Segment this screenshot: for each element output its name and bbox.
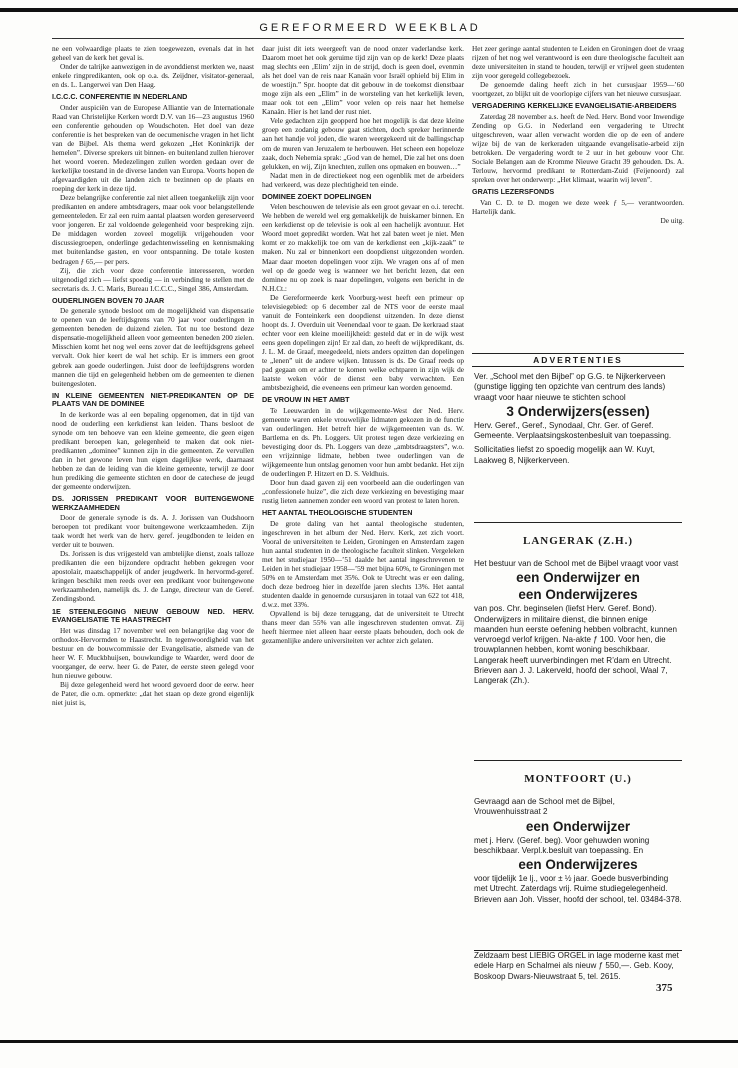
- paragraph: Vele gedachten zijn geopperd hoe het mogelijk is dat deze kleine groep een zodanig gebouw gaat stichten, doch spreker herinnerde aan het handje vol joden, die waren weergekeerd uit de ballingschap om de muren van Jeruzalem te herbouwen. Het scheen een hopeloze zaak, doch Nehemia sprak: „God van de hemel, Die zal het ons doen gelukken, en wij, Zijn knechten, zullen ons opmaken en bouwen…”: [262, 116, 464, 171]
- paragraph: Ds. Jorissen is dus vrijgesteld van ambtelijke dienst, zoals talloze predikanten die een bijzondere opdracht hebben gekregen voor apostolair, maatschappelijk of ander jeugdwerk. In hervormd-geref. kringen beschikt men reeds over een predikant voor buitengewone werkzaamheden, namelijk ds. J. de Lange, directeur van de Geref. Zendingsbond.: [52, 549, 254, 604]
- ad-text: Zeldzaam best LIEBIG ORGEL in lage moderne kast met edele Harp en Schalmei als nieuw ƒ 550,—. Geb. Kooy, Boskoop Dwars-Nieuwstraat 5, tel. 2615.: [474, 951, 679, 981]
- header-rule: [52, 38, 684, 39]
- ad-text: Herv. Geref., Geref., Synodaal, Chr. Ger. of Geref. Gemeente. Verplaatsingskostenbesluit van toepassing.: [474, 420, 672, 441]
- paragraph: Onder de talrijke aanwezigen in de avonddienst merkten we, naast enkele ringpredikanten, ook op o.a. ds. Zeijdner, visitator-generaal, en ds. L. Langerwei van Den Haag.: [52, 62, 254, 90]
- ad-headline: een Onderwijzeres: [518, 857, 638, 873]
- ad-headline: een Onderwijzer en: [516, 570, 640, 586]
- paragraph: De genoemde daling heeft zich in het cursusjaar 1959—’60 voortgezet, zo blijkt uit de voorlopige cijfers van het nieuwe cursusjaar.: [472, 80, 684, 99]
- ad-nijkerkerveen: [474, 372, 682, 466]
- paragraph: Velen beschouwen de televisie als een groot gevaar en o.i. terecht. We hebben de wereld wel erg gemakkelijk de huiskamer binnen. En een kerkdienst op de televisie is ook al een hachelijk avontuur. Het Woord moet gepredikt worden. Wat het zal baten weet je niet. Men komt er zo makkelijk toe om van de kerkdienst een „kijk-zaak” te maken. Nu zal er binnenkort een doopdienst uitgezonden worden. Maar daar moeten dopelingen voor zijn. We vragen ons af of men wel op de goede weg is wanneer we het bericht lezen, dat een dominee nu op zoek is naar dopelingen, volgens een bericht in de N.H.Ct.:: [262, 202, 464, 293]
- ad-text: Ver. „School met den Bijbel” op G.G. te Nijkerkerveen (gunstige ligging ten opzichte van centrum des lands) vraagt voor haar nieuwe te stichten school: [474, 372, 666, 402]
- paragraph: De generale synode besloot om de mogelijkheid van dispensatie te openen van de leeftijdsgrens van 70 jaar voor ouderlingen in gemeenten beneden de duizend zielen. Tot nu toe bestond deze dispensatie-mogelijkheid alleen voor gemeenten beneden 200 zielen. Misschien komt het nog wel eens zover dat de leeftijdsgrens geheel vervalt. Ook hier keert de wal het schip. Er is immers een groot gebrek aan goede ouderlingen. Juist door de leeftijdsgrens worden mannen die tijd en gelegenheid hebben om de gemeenten te dienen buitengesloten.: [52, 306, 254, 388]
- ad-place: LANGERAK (Z.H.): [522, 535, 634, 547]
- ad-text: Gevraagd aan de School met de Bijbel, Vrouwenhuisstraat 2: [474, 797, 615, 817]
- heading: HET AANTAL THEOLOGISCHE STUDENTEN: [262, 508, 413, 518]
- heading: VERGADERING KERKELIJKE EVANGELISATIE-ARBEIDERS: [472, 101, 677, 111]
- paragraph: Door de generale synode is ds. A. J. Jorissen van Oudshoorn beroepen tot predikant voor buitengewone werkzaamheden. Zijn taak wordt het werk van de herv. geref. jeugdbonden te leiden en verder uit te bouwen.: [52, 513, 254, 550]
- paragraph: De grote daling van het aantal theologische studenten, ingeschreven in het album der Ned. Herv. Kerk, zet zich voort. Vooral de universiteiten te Leiden, Groningen en Amsterdam zagen hun aantal studenten in de theologische faculteit slinken. Vergeleken met het studiejaar 1950—’51 daalde het aantal ingeschrevenen te Leiden in het studiejaar 1958—’59 met bijna 60%, te Groningen met 50% en te Amsterdam met 35%. Ook te Utrecht was er een daling, doch deze bedroeg hier in dezelfde jaren slechts 13%. Het aantal studenten daalde in genoemde cursusjaren in totaal van 622 tot 418, d.w.z. met 33%.: [262, 518, 464, 610]
- paragraph: Zij, die zich voor deze conferentie interesseren, worden uitgenodigd zich — liefst spoedig — in verbinding te stellen met de secretaris ds. J. C. Maris, Bureau I.C.C.C., Singel 386, Amsterdam.: [52, 265, 254, 293]
- ad-text: van pos. Chr. beginselen (liefst Herv. Geref. Bond). Onderwijzers in militaire dienst, die binnen enige maanden hun eerste oefening hebben volbracht, kunnen vervroegd verlof krijgen. Na-akte ƒ 100. Voor hen, die trouwplannen hebben, komt woning beschikbaar. Langerak heeft uurverbindingen met R’dam en Utrecht. Brieven aan J. J. Lakerveld, hoofd der school, Waal 7, Langerak (Zh.).: [474, 604, 677, 686]
- ad-headline: een Onderwijzeres: [518, 587, 638, 603]
- advertenties-header: ADVERTENTIES: [472, 353, 684, 367]
- ad-headline: een Onderwijzer: [525, 818, 631, 834]
- column-3: [472, 44, 684, 344]
- paragraph: Onder auspiciën van de Europese Alliantie van de Internationale Raad van Christelijke Kerken wordt D.V. van 16—23 augustus 1960 een conferentie gehouden op Woudschoten. Het doel van deze conferentie is het bespreken van de oecumenische vragen in het licht van de Bijbel. Als thema werd gekozen „Het Koninkrijk der hemelen”. Diverse sprekers uit binnen- en buitenland zullen hierover het woord voeren. Medezelingen zullen worden gedaan over de kerkelijke toestand in de diverse landen van Europa. Voorts hopen de afgevaardigden uit die landen zich te bezinnen op de plaats en roeping der kerk in deze tijd.: [52, 102, 254, 194]
- column-2: [262, 44, 464, 844]
- heading: OUDERLINGEN BOVEN 70 JAAR: [52, 295, 165, 305]
- paragraph: Het zeer geringe aantal studenten te Leiden en Groningen doet de vraag rijzen of het nog wel verantwoord is een dure theologische faculteit aan deze universiteiten in stand te houden, terwijl er vrijwel geen studenten zijn voor geregeld collegebezoek.: [472, 44, 684, 81]
- heading: DS. JORISSEN PREDIKANT VOOR BUITENGEWONE WERKZAAMHEDEN: [52, 494, 254, 512]
- ad-liebig-orgel: [474, 950, 682, 982]
- heading: I.C.C.C. CONFERENTIE IN NEDERLAND: [52, 92, 188, 102]
- ad-text: met j. Herv. (Geref. beg). Voor gehuwden woning beschikbaar. Verpl.k.besluit van toepassing. En: [474, 835, 650, 855]
- paragraph: In de kerkorde was al een bepaling opgenomen, dat in tijd van nood de ouderling een kerkdienst kan leiden. Thans besloot de synode om ten behoeve van een kleine gemeente, die geen eigen predikant beroepen kan, gelegenheid te maken dat ook niet-predikanten „dominee” kunnen zijn in die gemeenten. Ze vervullen dan in het gewone leven hun eigen dagelijkse werk, daarnaast hebben ze dan de leiding van die kleine gemeente, terwijl ze door hun prediking die gemeente stichten en door de catechese de jeugd der gemeente onderwijzen.: [52, 409, 254, 492]
- paragraph: Door hun daad gaven zij een voorbeeld aan die ouderlingen van „confessionele huize”, die zich deze verkiezing en bevestiging maar rustig lieten aannemen zonder een woord van protest te laten horen.: [262, 478, 464, 506]
- masthead: GEREFORMEERD WEEKBLAD: [259, 22, 481, 34]
- paragraph: Deze belangrijke conferentie zal niet alleen toegankelijk zijn voor predikanten en andere ambtsdragers, maar ook voor belangstellende gemeenteleden. Er zal een ruim aantal plaatsen worden gereserveerd voor jongeren. Er zal voldoende gelegenheid voor bespreking zijn. De middagen worden zoveel mogelijk vrijgehouden voor discussiegroepen, onderlinge gedachtenwisseling en kennismaking met buitenlandse gasten, en voor ontspanning. De totale kosten bedragen ƒ 65,— per pers.: [52, 193, 254, 266]
- paragraph: Van C. D. te D. mogen we deze week ƒ 5,— verantwoorden. Hartelijk dank.: [472, 197, 684, 216]
- heading: 1E STEENLEGGING NIEUW GEBOUW NED. HERV. EVANGELISATIE TE HAASTRECHT: [52, 606, 254, 625]
- heading: DOMINEE ZOEKT DOPELINGEN: [262, 191, 372, 201]
- ad-place: MONTFOORT (U.): [524, 773, 632, 785]
- ad-headline: 3 Onderwijzers(essen): [506, 403, 650, 419]
- paragraph: ne een volwaardige plaats te zien toegewezen, evenals dat in het geheel van de kerk het geval is.: [52, 44, 254, 63]
- paragraph: Bij deze gelegenheid werd het woord gevoerd door de eerw. heer de Pater, die o.m. opmerkte: „dat het staan op deze grond eigenlijk niet juist is,: [52, 679, 254, 707]
- top-border: [0, 0, 738, 12]
- ad-text: voor tijdelijk 1e lj., voor ± ½ jaar. Goede busverbinding met Utrecht. Zaterdags vrij. Ruime studiegelegenheid. Brieven aan Joh. Visser, hoofd der school, tel. 03484-378.: [474, 874, 682, 904]
- paragraph: Opvallend is bij deze teruggang, dat de universiteit te Utrecht thans meer dan 55% van alle ingeschreven studenten omvat. Zij heeft hiermee niet alleen haar eerste plaats behouden, doch ook de gezamenlijke andere universiteiten ver achter zich gelaten.: [262, 609, 464, 646]
- ad-langerak: [474, 522, 682, 687]
- heading: GRATIS LEZERSFONDS: [472, 187, 555, 197]
- heading: IN KLEINE GEMEENTEN NIET-PREDIKANTEN OP DE PLAATS VAN DE DOMINEE: [52, 390, 254, 409]
- ad-text: Sollicitaties liefst zo spoedig mogelijk aan W. Kuyt, Laakweg 8, Nijkerkerveen.: [474, 445, 655, 465]
- paragraph: Het was dinsdag 17 november wel een belangrijke dag voor de orthodox-Hervormden te Haastrecht. In tegenwoordigheid van het bestuur en de bouwcommissie der Evangelisatie, alsmede van de heer W. F. Muckbhuijsen, bouwkundige te Waarder, werd door de voorganger, de eerw. heer G. de Pater, de eerste steen gelegd voor hun nieuwe gebouw.: [52, 625, 254, 680]
- paragraph: daar juist dit iets weergeeft van de nood onzer vaderlandse kerk. Daarom moet het ook geruime tijd zijn van op de kerk! Deze plaats mag slechts een ‚Elim’ zijn in de strijd, doch is geen doel, evenmin als het doel van de reis naar Kanaän voor Israël ophield bij Elim in de woestijn.” Spr. hoopte dat dit gebouw in de toekomst dienstbaar moge zijn als een „Elim” in de worsteling van het kerkelijk leven, maar ook tot een „Elim” voor velen op reis naar het hemelse Kanaän. Hier is het land der rust niet.: [262, 44, 464, 117]
- column-1: [52, 44, 254, 984]
- paragraph: Zaterdag 28 november a.s. heeft de Ned. Herv. Bond voor Inwendige Zending op G.G. in Nederland een vergadering te Utrecht uitgeschreven, waar allen verwacht worden die op de een of andere wijze bij de van de kerkeraden uitgaande evangelisatie-arbeid zijn betrokken. De vergadering wordt te 2 uur in het gebouw voor Chr. Sociale Belangen aan de Kromme Nieuwe Gracht 39 gehouden. Ds. A. Terlouw, hervormd predikant te Rotterdam-Zuid (Feijenoord) zal spreken over het onderwerp: „Het klimaat, waarin wij leven”.: [472, 111, 684, 185]
- bottom-border: [0, 1040, 738, 1043]
- paragraph: Te Leeuwarden in de wijkgemeente-West der Ned. Herv. gemeente waren enkele vrouwelijke lidmaten gekozen in de functie van ouderlingen. Het betreft hier de wijkgemeenten van ds. W. Bartlema en ds. Ph. Loggers. Uit protest tegen deze verkiezing en bevestiging door ds. Ph. Loggers van deze „ambtsdraagsters”, w.o. een vrijzinnige lidmate, hebben twee ouderlingen van de wijkgemeente hun ontslag genomen voor hun ambt bedankt. Het zijn de ouderlingen P. Hitzert en D. S. Veldhuis.: [262, 405, 464, 479]
- page-number: 375: [656, 982, 673, 994]
- ad-montfoort: [474, 760, 682, 905]
- paragraph: De Gereformeerde kerk Voorburg-west heeft een primeur op televisiegebied: op 6 december zal de NTS voor de eerste maal vanuit de Fonteinkerk een doopdienst uitzenden. In deze dienst hoopt ds. J. Overduin uit Veenendaal voor te gaan. De kerkraad staat echter voor een kleine moeilijkheid: gesteld dat er in de wijk west eens geen dopelingen zijn! Er zal dan, zo heeft de wijkpredikant, ds. J. L. M. de Graaf, meegedeeld, niets anders opzitten dan dopelingen te „lenen” uit de andere wijken. Intussen is ds. De Graaf reeds op pad gegaan om er achter te komen welke echtparen in zijn wijk de laatste weken vóór de dienst een baby verwachten. Een ambtsbezigheid, die eveneens een primeur kan worden genoemd.: [262, 292, 464, 393]
- heading: DE VROUW IN HET AMBT: [262, 395, 350, 405]
- signature: De uitg.: [660, 215, 684, 225]
- ad-text: Het bestuur van de School met de Bijbel vraagt voor vast: [474, 559, 679, 568]
- paragraph: Nadat men in de directiekeet nog een ogenblik met de arbeiders had verkeerd, was deze plechtigheid ten einde.: [262, 170, 464, 189]
